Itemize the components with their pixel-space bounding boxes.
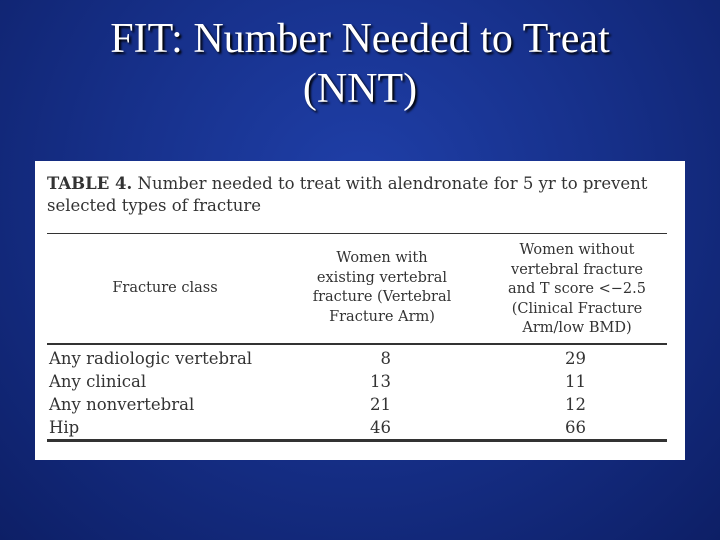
cell-clinical-arm-nnt: 12 bbox=[565, 395, 586, 414]
header-clinical-fracture-arm: Women without vertebral fracture and T score <−2.5 (Clinical Fracture Arm/low BMD) bbox=[508, 242, 646, 336]
table-row bbox=[49, 347, 669, 370]
header-fracture-class: Fracture class bbox=[112, 280, 218, 296]
cell-vertebral-arm-nnt: 8 bbox=[380, 349, 391, 368]
table-bottom-rule bbox=[47, 439, 667, 442]
table-caption bbox=[47, 173, 677, 217]
slide-title bbox=[0, 14, 720, 114]
table-body bbox=[49, 347, 669, 439]
cell-vertebral-arm-nnt: 46 bbox=[370, 418, 391, 437]
slide-title-line-1: FIT: Number Needed to Treat bbox=[110, 16, 610, 62]
cell-clinical-arm-nnt: 29 bbox=[565, 349, 586, 368]
table-caption-text: Number needed to treat with alendronate for 5 yr to prevent selected types of fracture bbox=[47, 174, 648, 215]
table-row bbox=[49, 393, 669, 416]
table-header-rule bbox=[47, 343, 667, 345]
cell-vertebral-arm-nnt: 21 bbox=[370, 395, 391, 414]
table-row bbox=[49, 370, 669, 393]
table-caption-label: TABLE 4. bbox=[47, 174, 133, 193]
nnt-table bbox=[35, 161, 685, 460]
table-top-rule bbox=[47, 233, 667, 234]
cell-fracture-class: Any radiologic vertebral bbox=[49, 349, 253, 368]
slide-title-line-2: (NNT) bbox=[302, 66, 418, 112]
cell-vertebral-arm-nnt: 13 bbox=[370, 372, 391, 391]
cell-fracture-class: Any clinical bbox=[49, 372, 147, 391]
header-vertebral-fracture-arm: Women with existing vertebral fracture (Vertebral Fracture Arm) bbox=[312, 250, 452, 325]
cell-fracture-class: Any nonvertebral bbox=[49, 395, 195, 414]
cell-clinical-arm-nnt: 11 bbox=[565, 372, 586, 391]
cell-clinical-arm-nnt: 66 bbox=[565, 418, 586, 437]
table-row bbox=[49, 416, 669, 439]
cell-fracture-class: Hip bbox=[49, 418, 80, 437]
